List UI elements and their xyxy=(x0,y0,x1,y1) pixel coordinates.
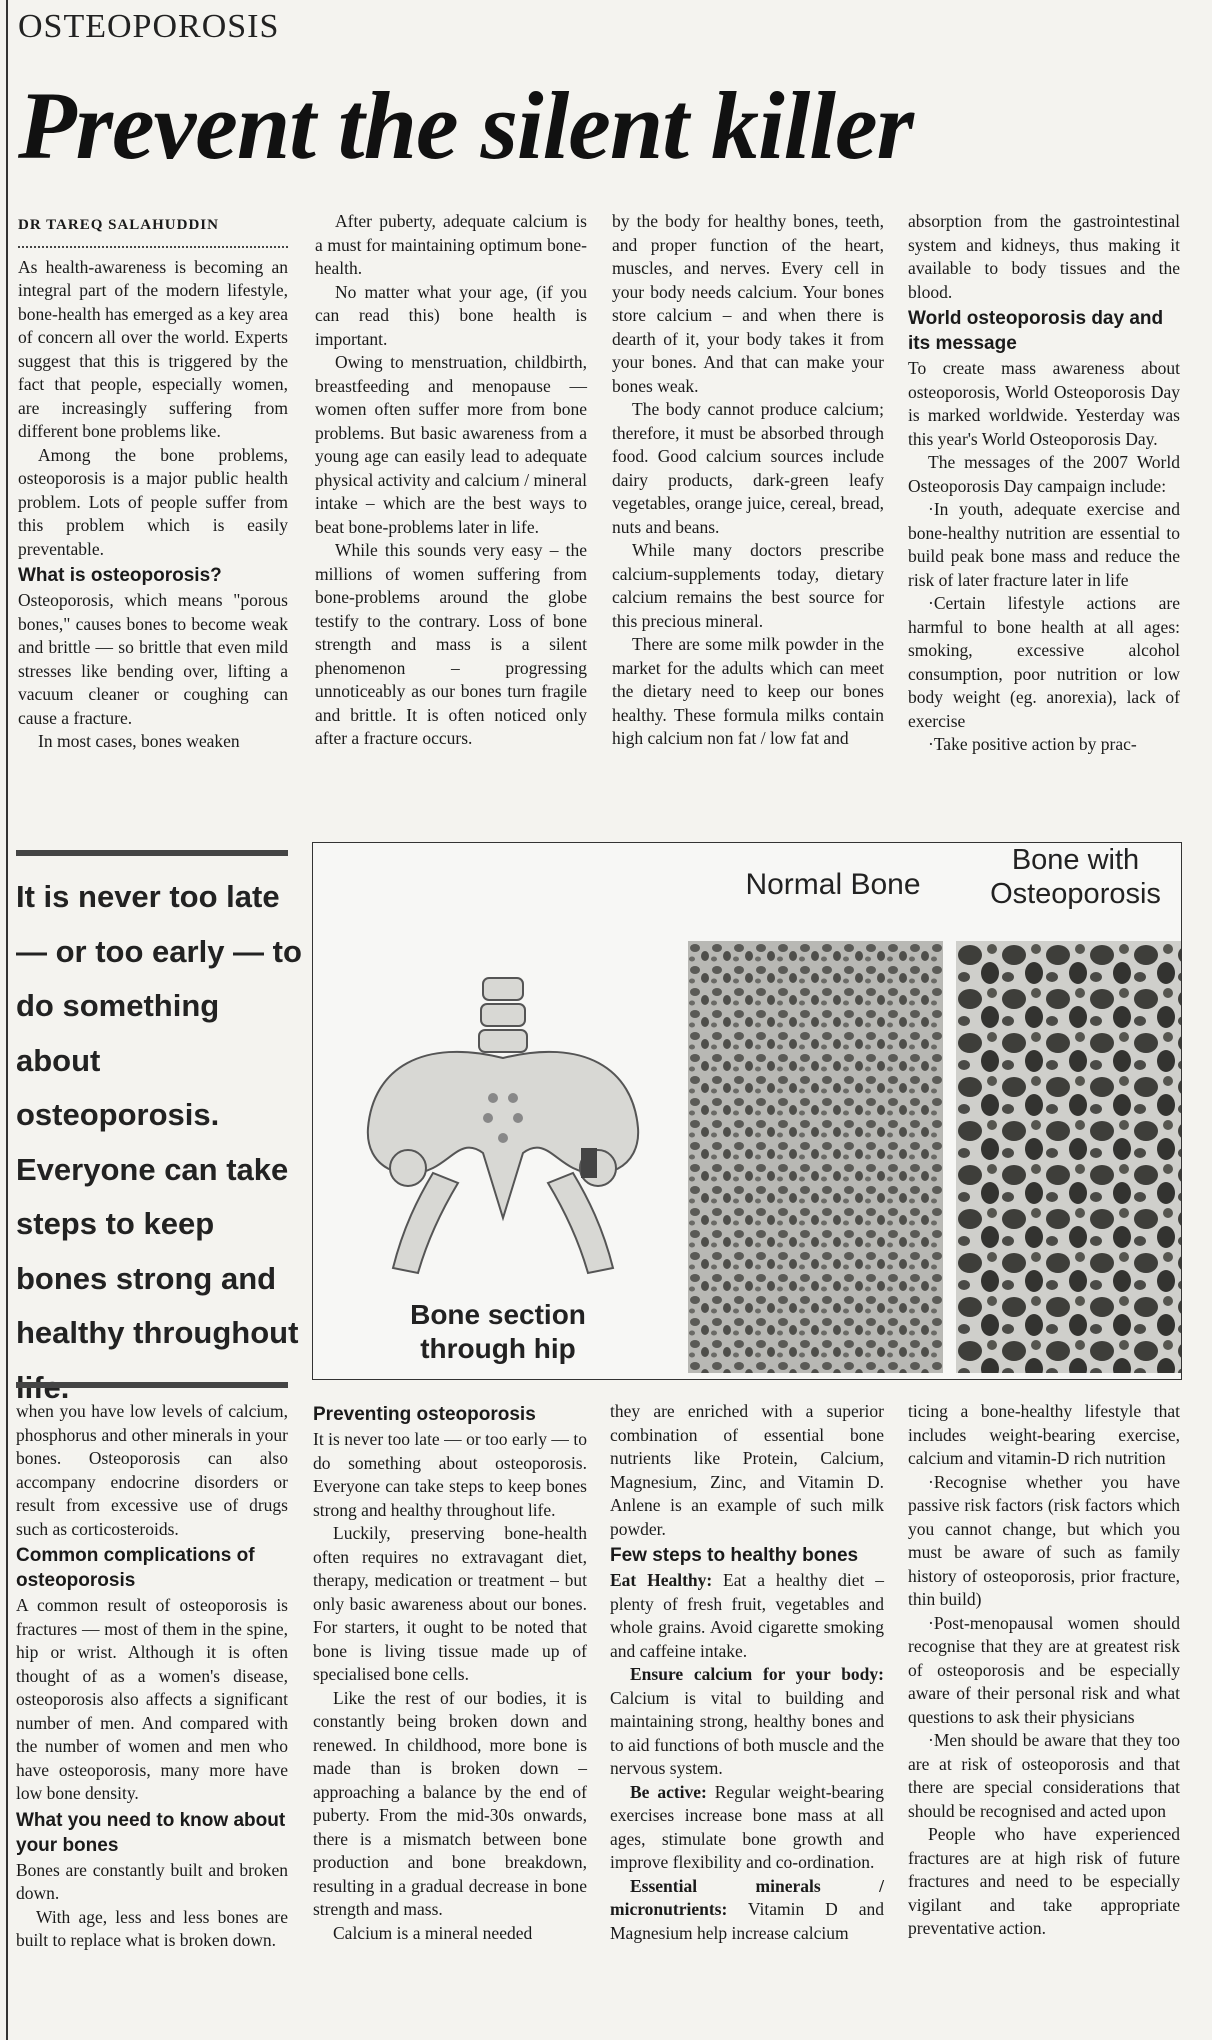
paragraph: Bones are constantly built and broken down. xyxy=(16,1859,288,1903)
subheading: Common complications of osteoporosis xyxy=(16,1545,255,1591)
paragraph: ·In youth, adequate exercise and bone-healthy nutrition are essential to build peak bone mass and reduce the risk of later fracture later in life xyxy=(908,499,1180,590)
paragraph: Like the rest of our bodies, it is constantly being broken down and renewed. In childhood, more bone is made than is broken down – approaching a balance by the end of puberty. From the mid-30s onwards, there is a mismatch between bone production and bone breakdown, resulting in a gradual decrease in bone strength and mass. xyxy=(313,1687,587,1919)
paragraph: Owing to menstruation, childbirth, breastfeeding and menopause — women often suffer more from bone problems. But basic awareness from a young age can easily lead to adequate physical activity and calcium / mineral intake – which are the best ways to beat bone-problems later in life. xyxy=(315,352,587,537)
paragraph: ·Men should be aware that they too are at risk of osteoporosis and that there are special considerations that should be recognised and acted upon xyxy=(908,1730,1180,1821)
bone-figure xyxy=(312,842,1182,1380)
lead-text: Vitamin D and Magnesium help increase calcium xyxy=(610,1899,884,1943)
paragraph: ticing a bone-healthy lifestyle that includes weight-bearing exercise, calcium and vitamin-D rich nutrition xyxy=(908,1401,1180,1468)
paragraph: To create mass awareness about osteoporosis, World Osteoporosis Day is marked worldwide. Yesterday was this year's World Osteoporosis Day. xyxy=(908,358,1180,449)
paragraph: Osteoporosis, which means "porous bones," causes bones to become weak and brittle — so brittle that even mild stresses like bending over, lifting a vacuum cleaner or coughing can cause a fracture. xyxy=(18,590,288,728)
osteoporosis-bone-texture xyxy=(956,941,1181,1373)
article-column-2 xyxy=(315,210,587,751)
paragraph: Luckily, preserving bone-health often requires no extravagant diet, therapy, medication or treatment – but only basic awareness about our bones. For starters, it ought to be noted that bone is living tissue made up of specialised bone cells. xyxy=(313,1523,587,1684)
column-rule xyxy=(6,0,8,2040)
article-column-7 xyxy=(610,1400,884,1945)
paragraph: they are enriched with a superior combination of essential bone nutrients like Protein, Calcium, Magnesium, Zinc, and Vitamin D. Anlene is an example of such milk powder. xyxy=(610,1401,884,1539)
article-column-8 xyxy=(908,1400,1180,1941)
lead-in: Essential minerals / micronutrients: xyxy=(610,1875,884,1919)
paragraph xyxy=(610,1663,884,1781)
byline: DR TAREQ SALAHUDDIN xyxy=(18,217,219,233)
paragraph: Calcium is a mineral needed xyxy=(333,1922,533,1943)
lead-text: Calcium is vital to building and maintaining strong, healthy bones and to aid functions of both muscle and the nervous system. xyxy=(610,1687,884,1778)
section-label: OSTEOPOROSIS xyxy=(18,8,280,45)
paragraph: The messages of the 2007 World Osteoporosis Day campaign include: xyxy=(908,452,1180,496)
paragraph: when you have low levels of calcium, phosphorus and other minerals in your bones. Osteoporosis can also accompany endocrine disorders or result from excessive use of drugs such as corticosteroids. xyxy=(16,1401,288,1539)
headline: Prevent the silent killer xyxy=(18,72,913,179)
paragraph: As health-awareness is becoming an integral part of the modern lifestyle, bone-health has emerged as a key area of concern all over the world. Experts suggest that this is triggered by the fact that people, especially women, are increasingly suffering from different bone problems like. xyxy=(18,256,288,441)
hip-section-label: Bone section through hip xyxy=(410,1299,586,1364)
paragraph: There are some milk powder in the market for the adults which can meet the dietary need to keep our bones healthy. These formula milks contain high calcium non fat / low fat and xyxy=(612,634,884,748)
article-column-5 xyxy=(16,1400,288,1953)
paragraph: With age, less and less bones are built to replace what is broken down. xyxy=(16,1906,288,1950)
normal-bone-label: Normal Bone xyxy=(745,868,921,901)
paragraph: While this sounds very easy – the millions of women suffering from bone-problems around the globe testify to the contrary. Loss of bone strength and mass is a silent phenomenon – progressing unnoticeably as our bones turn fragile and brittle. It is often noticed only after a fracture occurs. xyxy=(315,540,587,748)
article-column-6 xyxy=(313,1400,587,1945)
subheading: What you need to know about your bones xyxy=(16,1809,286,1856)
subheading: World osteoporosis day and its message xyxy=(908,308,1164,354)
paragraph: While many doctors prescribe calcium-supplements today, dietary calcium remains the best source for this precious mineral. xyxy=(612,540,884,631)
paragraph: People who have experienced fractures are at high risk of future fractures and need to be especially vigilant and take appropriate preventative action. xyxy=(908,1824,1180,1938)
lead-text: Eat a healthy diet – plenty of fresh fruit, vegetables and whole grains. Avoid cigarette smoking and caffeine intake. xyxy=(610,1570,884,1661)
paragraph: It is never too late — or too early — to do something about osteoporosis. Everyone can take steps to keep bones strong and healthy throughout life. xyxy=(313,1429,587,1520)
subheading: What is osteoporosis? xyxy=(18,565,222,586)
lead-text: Regular weight-bearing exercises increase bone mass at all ages, stimulate bone growth and improve flexibility and co-ordination. xyxy=(610,1781,884,1872)
lead-in: Be active: xyxy=(630,1781,707,1802)
article-column-4 xyxy=(908,210,1180,757)
normal-bone-texture xyxy=(688,941,943,1373)
pullquote-top-rule xyxy=(16,850,288,856)
paragraph: absorption from the gastrointestinal system and kidneys, thus making it available to body tissues and the blood. xyxy=(908,211,1180,302)
paragraph: A common result of osteoporosis is fractures — most of them in the spine, hip or wrist. Although it is often thought of as a women's disease, osteoporosis also affects a significant number of men. And compared with the number of women and men who have osteoporosis, many more have low bone density. xyxy=(16,1595,288,1803)
subheading: Preventing osteoporosis xyxy=(313,1404,536,1425)
subheading: Few steps to healthy bones xyxy=(610,1545,859,1566)
paragraph: The body cannot produce calcium; therefore, it must be absorbed through food. Good calcium sources include dairy products, dark-green leafy vegetables, orange juice, cereal, bread, nuts and beans. xyxy=(612,399,884,537)
paragraph: In most cases, bones weaken xyxy=(38,731,240,751)
paragraph: ·Post-menopausal women should recognise that they are at greatest risk of osteoporosis and be especially aware of their personal risk and what questions to ask their physicians xyxy=(908,1612,1180,1727)
paragraph: Among the bone problems, osteoporosis is a major public health problem. Lots of people suffer from this problem which is easily preventable. xyxy=(18,444,288,559)
paragraph: No matter what your age, (if you can read this) bone health is important. xyxy=(315,281,587,349)
byline-divider xyxy=(18,244,288,248)
article-column-1 xyxy=(18,214,288,754)
article-column-3 xyxy=(612,210,884,751)
paragraph xyxy=(610,1569,884,1663)
pullquote-bottom-rule xyxy=(16,1382,288,1388)
osteoporosis-bone-label: Bone with Osteoporosis xyxy=(990,844,1161,910)
lead-in: Eat Healthy: xyxy=(610,1570,713,1590)
paragraph: After puberty, adequate calcium is a must for maintaining optimum bone-health. xyxy=(315,211,587,278)
pelvis-illustration xyxy=(333,968,673,1298)
paragraph: ·Certain lifestyle actions are harmful to bone health at all ages: smoking, excessive alcohol consumption, poor nutrition or low body weight (eg. anorexia), lack of exercise xyxy=(908,593,1180,731)
paragraph: ·Take positive action by prac- xyxy=(928,734,1137,754)
paragraph: by the body for healthy bones, teeth, and proper function of the heart, muscles, and nerves. Every cell in your body needs calcium. Your bones store calcium – and when there is dearth of it, your body takes it from your bones. And that can make your bones weak. xyxy=(612,211,884,396)
lead-in: Ensure calcium for your body: xyxy=(630,1664,884,1684)
paragraph: ·Recognise whether you have passive risk factors (risk factors which you cannot change, but which you must be aware of such as family history of osteoporosis, prior fracture, thin build) xyxy=(908,1471,1180,1609)
paragraph xyxy=(610,1875,884,1946)
paragraph xyxy=(610,1781,884,1875)
pullquote: It is never too late — or too early — to do something about osteoporosis. Everyone can take steps to keep bones strong and healthy throughout xyxy=(16,879,302,1350)
